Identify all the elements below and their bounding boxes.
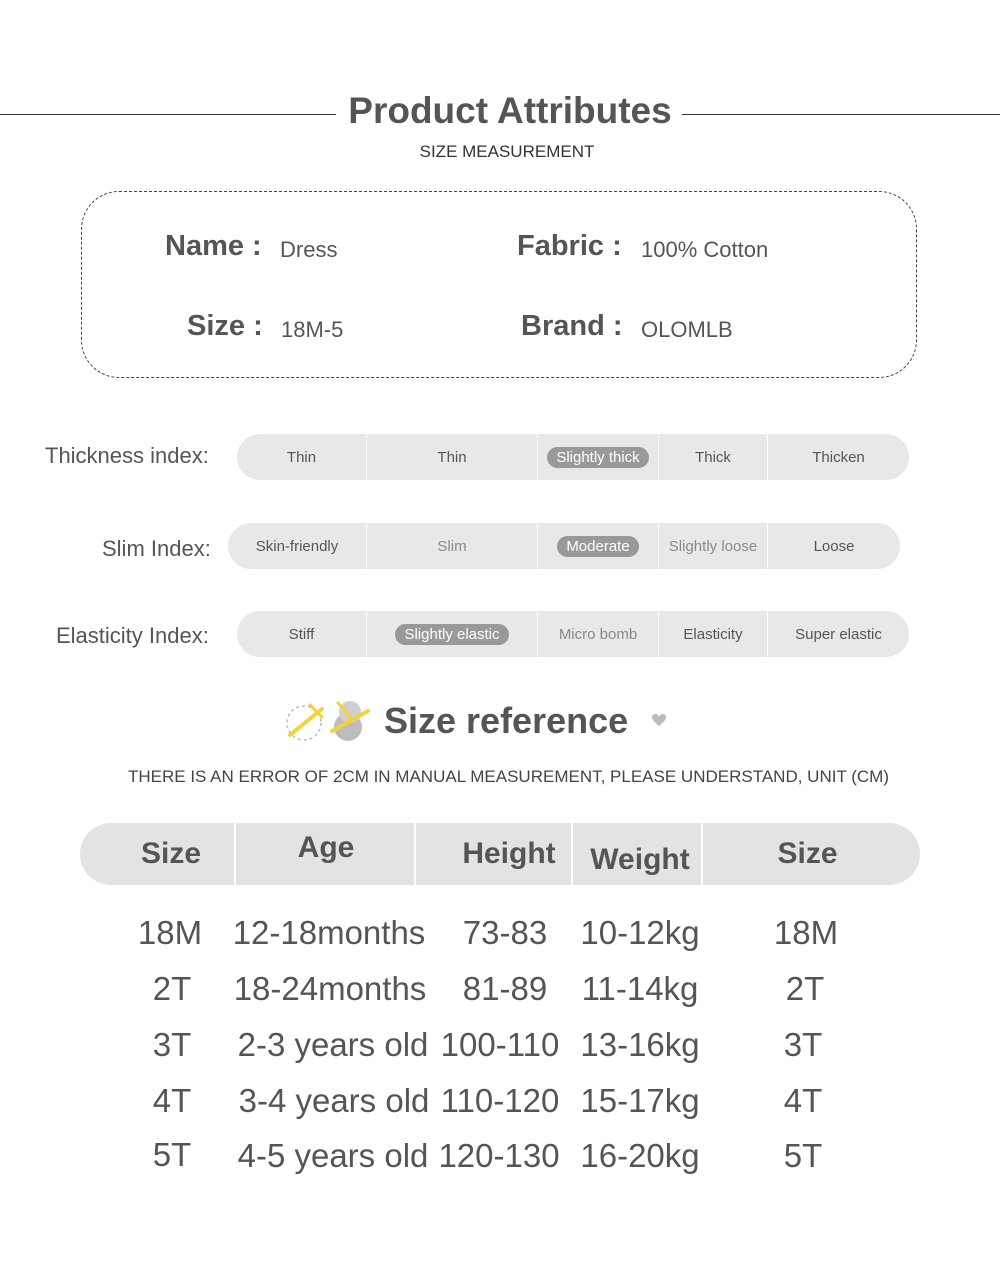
cell-size-alt: 3T	[783, 1026, 823, 1063]
slim-option: Slim	[366, 523, 537, 569]
heart-icon	[651, 713, 667, 727]
cell-height: 110-120	[440, 1082, 560, 1119]
cell-size: 4T	[152, 1082, 192, 1119]
column-header-height: Height	[462, 837, 556, 870]
size-reference-title: Size reference	[384, 700, 629, 741]
cell-size-alt: 4T	[783, 1082, 823, 1119]
column-header-weight: Weight	[590, 843, 690, 876]
slim-option: Slightly loose	[658, 523, 767, 569]
cell-weight: 11-14kg	[581, 970, 699, 1007]
size-value: 18M-5	[281, 317, 344, 342]
cell-weight: 13-16kg	[580, 1026, 700, 1063]
elasticity-option-selected: Slightly elastic	[366, 611, 537, 657]
cell-size: 5T	[152, 1136, 192, 1173]
page-subtitle: SIZE MEASUREMENT	[419, 142, 595, 161]
slim-option-selected: Moderate	[537, 523, 658, 569]
thickness-option: Thin	[286, 448, 317, 466]
slim-option: Loose	[767, 523, 900, 569]
cell-size-alt: 18M	[773, 914, 839, 951]
cell-size-alt: 2T	[785, 970, 825, 1007]
thickness-index-scale	[237, 434, 909, 480]
cell-size: 3T	[152, 1026, 192, 1063]
elasticity-option: Stiff	[288, 625, 315, 643]
slim-option: Skin-friendly	[255, 537, 339, 555]
attributes-box	[81, 191, 917, 378]
cell-age: 12-18months	[232, 914, 426, 951]
ruler-scissors-icon	[282, 697, 374, 745]
cell-size-alt: 5T	[783, 1137, 823, 1174]
column-header-size-alt: Size	[777, 837, 838, 870]
size-table-header	[80, 823, 920, 885]
elasticity-index-label: Elasticity Index:	[56, 623, 209, 648]
thickness-option: Thin	[366, 434, 537, 480]
cell-weight: 15-17kg	[580, 1082, 700, 1119]
size-label: Size :	[187, 310, 263, 342]
elasticity-option: Super elastic	[767, 611, 909, 657]
slim-index-scale	[228, 523, 900, 569]
elasticity-index-scale	[237, 611, 909, 657]
cell-height: 100-110	[440, 1026, 560, 1063]
cell-weight: 16-20kg	[580, 1137, 700, 1174]
measurement-note: THERE IS AN ERROR OF 2CM IN MANUAL MEASUREMENT, PLEASE UNDERSTAND, UNIT (CM)	[128, 767, 889, 786]
thickness-option: Thicken	[767, 434, 909, 480]
column-header-age: Age	[297, 831, 355, 864]
column-header-size: Size	[140, 837, 202, 870]
cell-size: 2T	[152, 970, 192, 1007]
cell-height: 73-83	[462, 914, 548, 951]
name-value: Dress	[280, 237, 338, 262]
elasticity-option: Elasticity	[658, 611, 767, 657]
cell-height: 81-89	[462, 970, 548, 1007]
page-title: Product Attributes	[348, 90, 672, 131]
slim-index-label: Slim Index:	[102, 536, 211, 561]
brand-value: OLOMLB	[641, 317, 733, 342]
thickness-option-selected: Slightly thick	[537, 434, 658, 480]
fabric-value: 100% Cotton	[641, 237, 769, 262]
cell-age: 3-4 years old	[238, 1082, 430, 1119]
name-label: Name :	[165, 230, 262, 262]
brand-label: Brand :	[521, 310, 623, 342]
thickness-index-label: Thickness index:	[45, 443, 209, 468]
cell-age: 2-3 years old	[237, 1026, 429, 1063]
cell-weight: 10-12kg	[580, 914, 700, 951]
elasticity-option: Micro bomb	[537, 611, 658, 657]
fabric-label: Fabric :	[517, 230, 622, 262]
cell-age: 4-5 years old	[237, 1137, 429, 1174]
cell-age: 18-24months	[233, 970, 427, 1007]
cell-height: 120-130	[438, 1137, 560, 1174]
thickness-option: Thick	[658, 434, 767, 480]
cell-size: 18M	[137, 914, 203, 951]
